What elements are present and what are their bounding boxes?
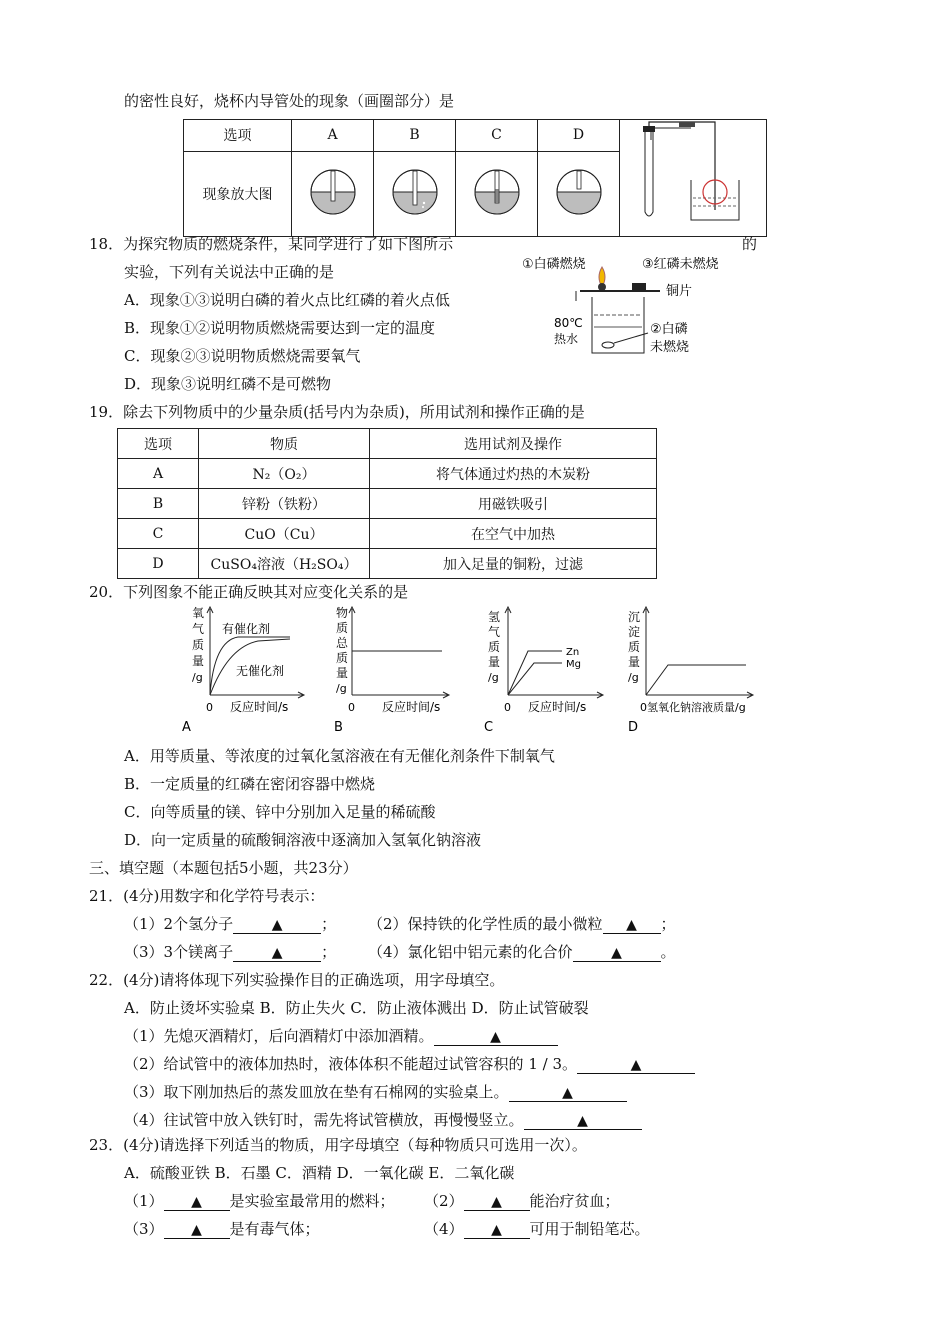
q23-item1 [124,1190,395,1211]
q18-line1: 18．为探究物质的燃烧条件，某同学进行了如下图所示 [89,235,454,253]
q21-answer2-blank[interactable]: ▲ [603,917,661,934]
graph-d-ylabel-char: 淀 [628,625,641,639]
q19-header-method: 选用试剂及操作 [370,429,657,459]
q21-part4-label: （4）氯化铝中铝元素的化合价 [368,943,573,961]
q19-cell: 加入足量的铜粉，过滤 [370,549,657,579]
q17-magnified-c [472,167,522,217]
graph-b-ylabel-char: 质 [336,651,349,665]
q17-magnified-b [390,167,440,217]
q18-option-c: C．现象②③说明物质燃烧需要氧气 [124,347,361,365]
q17-opt-c: C [456,120,538,152]
q20-graph-b [330,605,460,735]
graph-c-xlabel: 反应时间/s [528,700,587,714]
q19-cell: A [118,459,199,489]
q22-item1 [124,1025,558,1046]
q21-line2b [368,941,676,962]
q18-fig-copper: 铜片 [666,284,693,299]
q23-answer3-blank[interactable]: ▲ [164,1222,230,1239]
graph-b-origin: 0 [348,701,355,714]
graph-c-ylabel-char: 量 [488,655,501,669]
q17-row1-label: 选项 [184,120,292,152]
q18-option-a: A．现象①③说明白磷的着火点比红磷的着火点低 [124,291,450,309]
graph-a-curve1-label: 有催化剂 [222,622,271,636]
q23-answer1-blank[interactable]: ▲ [164,1194,230,1211]
q21-part3-label: （3）3个镁离子 [124,943,234,961]
q22-answer2-blank[interactable]: ▲ [577,1057,695,1074]
q23-item4-num: （4） [424,1220,464,1238]
q22-choices: A．防止烫坏实验桌 B．防止失火 C．防止液体溅出 D．防止试管破裂 [124,999,589,1017]
q19-cell: 在空气中加热 [370,519,657,549]
q23-item1-num: （1） [124,1192,164,1210]
q17-circle-b [374,151,456,236]
graph-a-letter: A [182,720,191,735]
table-row [118,459,657,489]
q21-answer3-blank[interactable]: ▲ [233,945,321,962]
q23-item2-num: （2） [424,1192,464,1210]
q20-option-a: A．用等质量、等浓度的过氧化氢溶液在有无催化剂条件下制氧气 [124,747,555,765]
q23-item1-text: 是实验室最常用的燃料； [229,1192,395,1210]
q22-answer4-blank[interactable]: ▲ [524,1113,642,1130]
graph-d-ylabel-char: 沉 [628,610,641,624]
q22-item2 [124,1053,695,1074]
graph-d-xlabel: 0氢氧化钠溶液质量/g [640,701,746,714]
q23-item4-text: 可用于制铅笔芯。 [529,1220,650,1238]
q23-item3-num: （3） [124,1220,164,1238]
q21-answer1-blank[interactable]: ▲ [233,917,321,934]
q22-item4-text: （4）往试管中放入铁钉时，需先将试管横放，再慢慢竖立。 [124,1111,524,1129]
graph-c-ylabel-char: 气 [488,625,501,639]
q18-option-d: D．现象③说明红磷不是可燃物 [124,375,332,393]
q20-graph-c [480,605,610,735]
graph-d-letter: D [628,720,639,735]
q21-end: 。 [660,943,676,961]
q21-line2 [124,941,336,962]
graph-d-ylabel-char: 量 [628,655,641,669]
graph-a-curve2-label: 无催化剂 [236,664,285,678]
q22-item3-text: （3）取下刚加热后的蒸发皿放在垫有石棉网的实验桌上。 [124,1083,509,1101]
q23-choices: A．硫酸亚铁 B．石墨 C．酒精 D．一氧化碳 E．二氧化碳 [124,1164,515,1182]
table-row [118,489,657,519]
graph-d-ylabel-char: 质 [628,640,641,654]
q17-opt-a: A [292,120,374,152]
q21-sep: ； [321,943,337,961]
section-3-heading: 三、填空题（本题包括5小题，共23分） [89,859,358,877]
table-row [118,549,657,579]
q20-option-d: D．向一定质量的硫酸铜溶液中逐滴加入氢氧化钠溶液 [124,831,482,849]
graph-d-ylabel-char: /g [628,671,639,684]
q17-circle-c [456,151,538,236]
q18-fig-water2: 热水 [554,332,579,346]
graph-b-ylabel-char: 物 [336,606,349,620]
q23-stem: 23．(4分)请选择下列适当的物质，用字母填空（每种物质只可选用一次）。 [89,1136,587,1154]
q18-option-b: B．现象①②说明物质燃烧需要达到一定的温度 [124,319,436,337]
q23-item3-text: 是有毒气体； [229,1220,320,1238]
graph-c-ylabel-char: 质 [488,640,501,654]
q23-item3 [124,1218,320,1239]
q22-answer1-blank[interactable]: ▲ [434,1029,558,1046]
graph-b-ylabel-char: 量 [336,666,349,680]
q22-item2-text: （2）给试管中的液体加热时，液体体积不能超过试管容积的 1 / 3。 [124,1055,577,1073]
graph-c-mg-label: Mg [566,659,581,670]
q20-stem: 20．下列图象不能正确反映其对应变化关系的是 [89,583,409,601]
q17-intro: 的密性良好，烧杯内导管处的现象（画圈部分）是 [124,92,455,110]
q19-cell: B [118,489,199,519]
q17-circle-a [292,151,374,236]
graph-c-ylabel-char: /g [488,671,499,684]
q21-line1 [124,913,336,934]
q17-apparatus-cell [620,120,767,237]
graph-b-ylabel-char: 质 [336,621,349,635]
q23-item2 [424,1190,620,1211]
graph-a-ylabel-char: 量 [192,654,205,668]
q21-stem: 21．(4分)用数字和化学符号表示： [89,887,325,905]
q22-stem: 22．(4分)请将体现下列实验操作目的正确选项，用字母填空。 [89,971,505,989]
graph-c-ylabel-char: 氢 [488,610,501,624]
q19-cell: 将气体通过灼热的木炭粉 [370,459,657,489]
q17-opt-d: D [538,120,620,152]
q19-table [117,428,657,579]
graph-b-ylabel-char: 总 [336,636,349,650]
q19-cell: C [118,519,199,549]
q19-header-substance: 物质 [199,429,370,459]
q18-combustion-figure [520,253,740,363]
q20-graph-a [178,605,308,735]
q18-line2: 实验，下列有关说法中正确的是 [124,263,335,281]
q19-cell: CuO（Cu） [199,519,370,549]
q19-cell: 锌粉（铁粉） [199,489,370,519]
q22-item4 [124,1109,642,1130]
q19-cell: CuSO₄溶液（H₂SO₄） [199,549,370,579]
q21-line1b [368,913,676,934]
q20-option-b: B．一定质量的红磷在密闭容器中燃烧 [124,775,376,793]
q17-apparatus-figure [621,120,765,232]
graph-b-letter: B [334,720,343,735]
q17-row2-label: 现象放大图 [184,151,292,236]
graph-b-xlabel: 反应时间/s [382,700,441,714]
q19-stem: 19．除去下列物质中的少量杂质(括号内为杂质)，所用试剂和操作正确的是 [89,403,585,421]
q18-fig-label1: ①白磷燃烧 [522,257,586,272]
q23-item2-text: 能治疗贫血； [529,1192,620,1210]
q21-part2-label: （2）保持铁的化学性质的最小微粒 [368,915,603,933]
q18-fig-label2b: 未燃烧 [650,340,690,355]
q22-item3 [124,1081,627,1102]
q18-fig-label2a: ②白磷 [650,322,688,337]
q17-circle-d [538,151,620,236]
q18-line1-end: 的 [742,235,758,253]
q19-header-option: 选项 [118,429,199,459]
table-row [118,519,657,549]
q22-answer3-blank[interactable]: ▲ [509,1085,627,1102]
q18-fig-water1: 80℃ [554,316,583,330]
graph-a-origin: 0 [206,701,213,714]
q23-item4 [424,1218,650,1239]
q22-item1-text: （1）先熄灭酒精灯，后向酒精灯中添加酒精。 [124,1027,434,1045]
q20-graph-d [624,605,764,735]
graph-a-xlabel: 反应时间/s [230,700,289,714]
q19-cell: 用磁铁吸引 [370,489,657,519]
graph-c-zn-label: Zn [566,647,580,658]
graph-a-ylabel-char: 气 [192,622,205,636]
q21-part1-label: （1）2个氢分子 [124,915,234,933]
q20-option-c: C．向等质量的镁、锌中分别加入足量的稀硫酸 [124,803,436,821]
q17-opt-b: B [374,120,456,152]
q21-sep: ； [321,915,337,933]
q19-cell: N₂（O₂） [199,459,370,489]
q17-table [183,119,767,237]
graph-a-ylabel-char: 氧 [192,606,205,620]
q19-cell: D [118,549,199,579]
q21-sep: ； [660,915,676,933]
q17-magnified-d [554,167,604,217]
q23-answer2-blank[interactable]: ▲ [464,1194,530,1211]
graph-a-ylabel-char: 质 [192,638,205,652]
graph-c-letter: C [484,720,494,735]
q17-magnified-a [308,167,358,217]
graph-a-ylabel-char: /g [192,671,203,684]
graph-c-origin: 0 [504,701,511,714]
q23-answer4-blank[interactable]: ▲ [464,1222,530,1239]
q18-fig-label3: ③红磷未燃烧 [642,257,719,272]
q21-answer4-blank[interactable]: ▲ [573,945,661,962]
graph-b-ylabel-char: /g [336,682,347,695]
